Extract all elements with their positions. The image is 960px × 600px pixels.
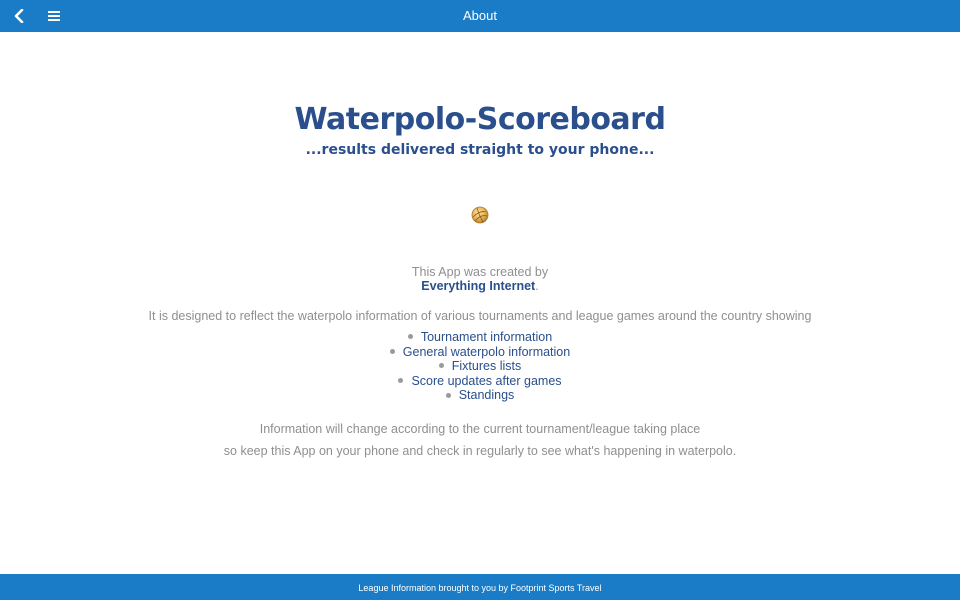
waterpolo-ball-icon <box>471 206 489 224</box>
footer-bar <box>0 574 960 600</box>
app-subtitle: ...results delivered straight to your phone... <box>305 142 655 158</box>
page-title: About <box>463 8 497 23</box>
bullet-icon <box>390 349 395 354</box>
feature-label: Fixtures lists <box>451 359 522 374</box>
description-text: It is designed to reflect the waterpolo information of various tournaments and league games around the country showing <box>148 309 812 323</box>
bullet-icon <box>408 334 413 339</box>
list-item <box>0 388 960 403</box>
feature-label: Tournament information <box>420 330 553 344</box>
info-line-2: so keep this App on your phone and check in regularly to see what's happening in waterpolo. <box>223 444 737 458</box>
bullet-icon <box>439 363 444 368</box>
company-link[interactable]: Everything Internet <box>421 279 536 293</box>
app-title: Waterpolo-Scoreboard <box>294 102 666 137</box>
feature-label: Standings <box>458 388 515 403</box>
company-suffix: . <box>535 279 539 293</box>
footer-text: League Information brought to you by Footprint Sports Travel <box>358 583 602 593</box>
feature-list <box>0 330 960 403</box>
top-app-bar <box>0 0 960 32</box>
bullet-icon <box>398 378 403 383</box>
feature-label: General waterpolo information <box>402 344 571 359</box>
list-item <box>0 345 960 360</box>
list-item <box>0 359 960 374</box>
feature-label: Score updates after games <box>411 373 562 388</box>
list-item <box>0 330 960 345</box>
info-line-1: Information will change according to the current tournament/league taking place <box>259 422 701 436</box>
company-line <box>0 279 960 293</box>
created-by-text: This App was created by <box>411 265 549 279</box>
bullet-icon <box>446 393 451 398</box>
list-item <box>0 374 960 389</box>
about-content <box>0 32 960 574</box>
